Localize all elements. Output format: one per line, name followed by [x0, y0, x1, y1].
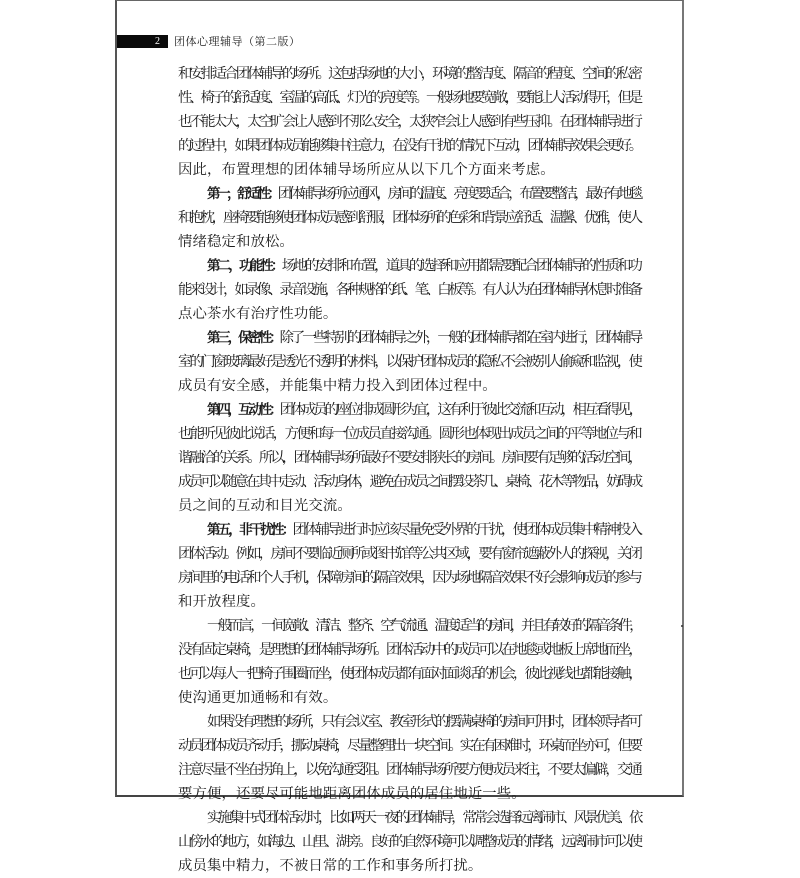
scan-speck	[681, 625, 683, 627]
book-page	[115, 0, 684, 874]
text-line: 成员集中精力，不被日常的工作和事务所打扰。	[178, 858, 483, 874]
keyword-heading: 第二，功能性：	[207, 258, 282, 274]
text-line: 能来设计，如录像、录音设施，各种规格的纸、笔、白板等。有人认为在团体辅导休息时准备	[178, 282, 640, 298]
running-header	[117, 35, 517, 48]
paragraph-intro	[178, 62, 640, 182]
line-text: 场地的安排和布置，道具的选择和应用都需要配合团体辅导的性质和功	[281, 258, 641, 274]
text-line: 也不能太大，太空旷会让人感到不那么安全，太狭窄会让人感到有些压抑。在团体辅导进行	[178, 114, 640, 130]
text-line: 和开放程度。	[178, 594, 265, 610]
keyword-heading: 第一，舒适性：	[207, 186, 278, 202]
page-number: 2	[155, 36, 160, 47]
paragraph-general	[178, 614, 640, 710]
text-line: 没有固定桌椅，是理想的团体辅导场所。团体活动中的成员可以在地毯或地板上席地而坐，	[178, 642, 640, 658]
text-line: 要方便，还要尽可能地距离团体成员的居住地近一些。	[178, 786, 526, 802]
keyword-heading: 第五，非干扰性：	[207, 522, 293, 538]
text-line: 员之间的互动和目光交流。	[178, 498, 352, 514]
text-line: 的过程中，如果团体成员能够集中注意力，在没有干扰的情况下互动，团体辅导效果会更好。	[178, 138, 640, 154]
text-line: 和安排适合团体辅导的场所。这包括场地的大小，环境的整洁度、隔音的程度、空间的私密	[178, 66, 640, 82]
text-line	[178, 254, 640, 278]
text-line	[178, 182, 640, 206]
text-line: 房间里的电话和个人手机，保障房间的隔音效果，因为场地隔音效果不好会影响成员的参与	[178, 570, 640, 586]
text-line: 性、椅子的舒适度、室温的高低、灯光的亮度等。一般场地要宽敞，要能让人活动得开，但是	[178, 90, 640, 106]
paragraph-alternatives	[178, 710, 640, 806]
text-line	[178, 326, 640, 350]
text-line: 和抱枕，座椅要能够使团体成员感到舒服，团体场所的色彩和背景应舒适、温馨、优雅，使人	[178, 210, 640, 226]
text-line: 也能听见彼此说话，方便和每一位成员直接沟通。圆形也体现出成员之间的平等地位与和	[178, 426, 640, 442]
text-line: 也可以每人一把椅子围圈而坐，使团体成员都有面对面谈话的机会，彼此视线也都能接触，	[178, 666, 640, 682]
text-line: 实施集中式团体活动时，比如两天一夜的团体辅导，常常会选择远离闹市、风景优美、依	[207, 810, 640, 826]
paragraph-non-interference	[178, 518, 640, 614]
text-line: 成员可以随意在其中走动、活动身体，避免在成员之间摆设茶几、桌椅、花木等物品，妨碍成	[178, 474, 640, 490]
paragraph-retreat	[178, 806, 640, 878]
text-line: 因此，布置理想的团体辅导场所应从以下几个方面来考虑。	[178, 162, 555, 178]
text-line	[178, 398, 640, 422]
line-text: 团体成员的座位排成圆形为宜，这有利于彼此交流和互动，相互看得见，	[279, 402, 640, 418]
text-line: 一般而言，一间宽敞、清洁、整齐、空气流通、温度适当的房间，并且有较好的隔音条件，	[207, 618, 640, 634]
line-text: 除了一些特别的团体辅导之外，一般的团体辅导都在室内进行，团体辅导	[279, 330, 640, 346]
paragraph-comfort	[178, 182, 640, 254]
text-line	[178, 518, 640, 542]
line-text: 团体辅导进行时应该尽量免受外界的干扰，使团体成员集中精神投入	[292, 522, 640, 538]
text-line: 谐融洽的关系。所以，团体辅导场所最好不要安排狭长的房间。房间要有足够的活动空间，	[178, 450, 640, 466]
book-title: 团体心理辅导（第二版）	[174, 35, 301, 48]
text-line: 点心茶水有治疗性功能。	[178, 306, 338, 322]
text-line: 室的门窗玻璃最好是透光不透明的材料，以保护团体成员的隐私不会被别人偷窥和监视，使	[178, 354, 640, 370]
paragraph-interaction	[178, 398, 640, 518]
page-number-tab	[117, 35, 168, 48]
text-line: 注意尽量不坐在拐角上，以免沟通受阻。团体辅导场所要方便成员来往，不要太偏僻，交通	[178, 762, 640, 778]
text-line: 山傍水的地方，如海边、山里、湖旁。良好的自然环境可以调整成员的情绪，远离闹市可以使	[178, 834, 640, 850]
body-text	[178, 62, 640, 878]
text-line: 情绪稳定和放松。	[178, 234, 294, 250]
text-line: 团体活动。例如，房间不要临近厕所或图书馆等公共区域，要有窗帘遮蔽外人的探视，关闭	[178, 546, 640, 562]
line-text: 团体辅导场所应通风，房间的温度、亮度要适合，布置要整洁，最好有地毯	[277, 186, 641, 202]
keyword-heading: 第四，互动性：	[207, 402, 280, 418]
keyword-heading: 第三，保密性：	[207, 330, 280, 346]
text-line: 动员团体成员齐动手，挪动桌椅，尽量整理出一块空间。实在有困难时，环桌而坐亦可，但要	[178, 738, 640, 754]
paragraph-function	[178, 254, 640, 326]
text-line: 成员有安全感，并能集中精力投入到团体过程中。	[178, 378, 497, 394]
text-line: 如果没有理想的场所，只有会议室、教室形式的摆满桌椅的房间可用时，团体领导者可	[207, 714, 640, 730]
paragraph-privacy	[178, 326, 640, 398]
text-line: 使沟通更加通畅和有效。	[178, 690, 338, 706]
